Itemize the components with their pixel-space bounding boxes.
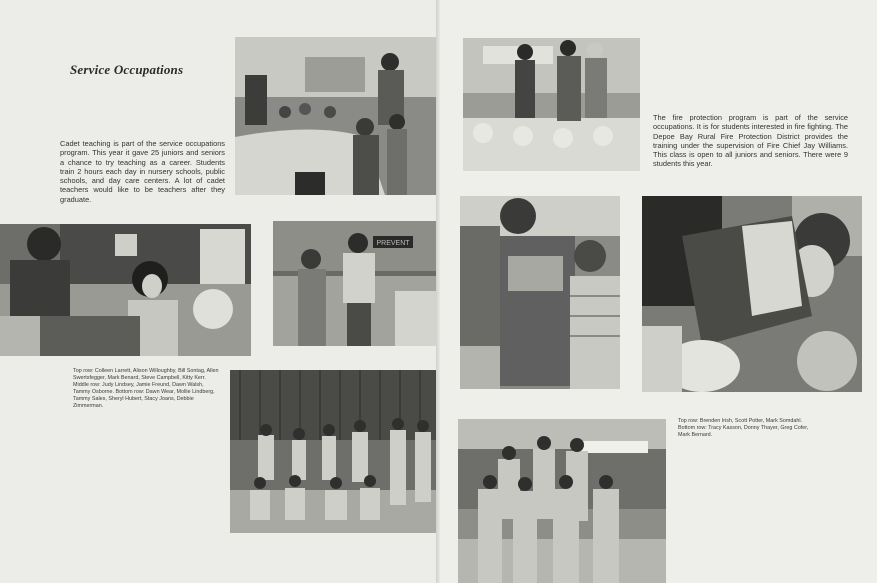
- sign-text: PREVENT: [376, 240, 410, 247]
- cadet-group-photo: [230, 370, 439, 533]
- fire-protection-text: The fire protection program is part of the service occupations. It is for students interested in fire fighting. The Depoe Bay Rural Fire Protection District provides the training under the supervision of Fire Chief Jay Williams. This class is open to all juniors and seniors. There were 9 students this year.: [653, 113, 848, 169]
- fire-group-caption: Top row: Brenden Irish, Scott Potter, Mark Somdahl. Bottom row: Tracy Kasson, Donny Thayer, Greg Cofer, Mark Bernard.: [678, 418, 809, 438]
- fire-group-photo: [458, 419, 666, 583]
- student-jacket-photo: [642, 196, 862, 392]
- page-title: Service Occupations: [70, 62, 184, 77]
- hallway-photo: [273, 221, 438, 346]
- students-closeup-photo: [460, 196, 620, 389]
- cadet-group-caption: Top row: Colleen Larrett, Alison Willoughby, Bill Sontag, Allen Swertsfegger, Mark Benard, Steve Campbell, Kitty Kerr. Middle row: Judy Lindsey, Jamie Freund, Dawn Walsh, Tammy Osborne. Bottom row: Dawn Wear, Mollie Lindberg, Tammy Sales, Sheryl Hubert, Stacy Joans, Debbie Zimmerman.: [73, 368, 219, 409]
- children-desk-photo: [0, 224, 251, 356]
- right-page: [440, 0, 877, 583]
- classroom-photo: [235, 37, 437, 195]
- cadet-teaching-text: Cadet teaching is part of the service occupations program. This year it gave 25 juniors and seniors a chance to try teaching as a career. Students train 2 hours each day in nursery schools, public schools, and day care centers. A lot of cadet teachers would like to be teachers after they graduate.: [60, 139, 225, 204]
- fire-class-photo: [463, 38, 640, 171]
